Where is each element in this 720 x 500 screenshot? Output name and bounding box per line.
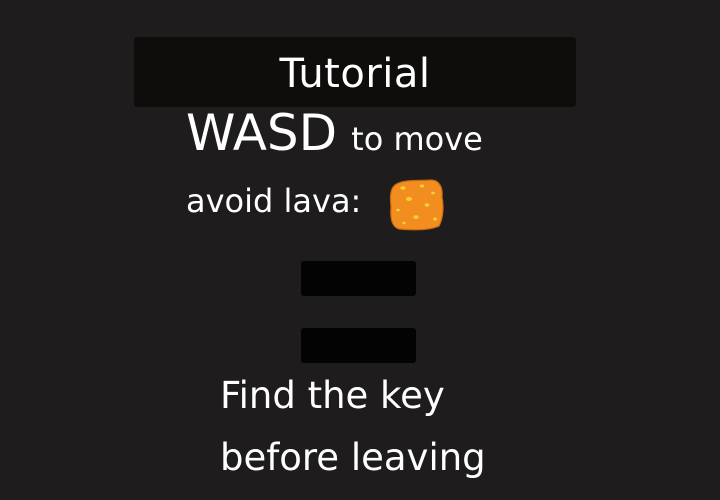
title-banner	[134, 37, 576, 107]
move-instruction	[186, 104, 483, 162]
move-keys-label: WASD	[186, 104, 338, 162]
lava-tile-icon	[389, 177, 444, 231]
hint-line-1: Find the key	[220, 374, 445, 417]
lava-instruction: avoid lava:	[186, 182, 362, 220]
menu-button-2[interactable]	[301, 328, 416, 363]
page-title: Tutorial	[279, 51, 431, 97]
menu-button-1[interactable]	[301, 261, 416, 296]
move-text-label: to move	[351, 120, 483, 158]
hint-line-2: before leaving	[220, 436, 486, 479]
